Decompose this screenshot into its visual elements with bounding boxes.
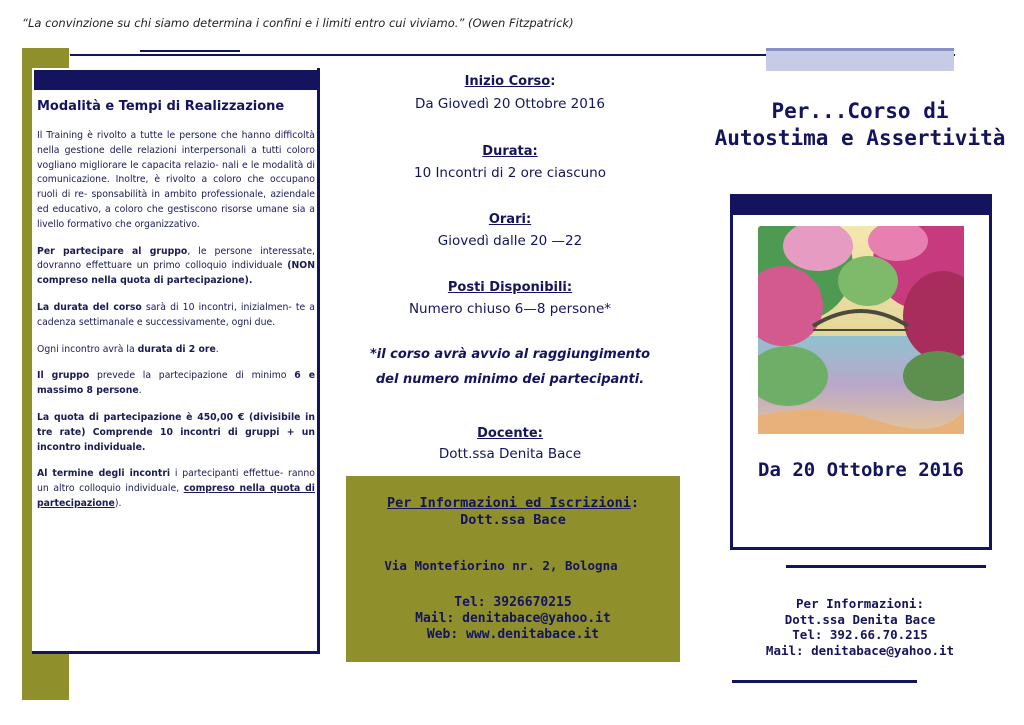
divider bbox=[786, 565, 986, 568]
divider bbox=[140, 50, 240, 52]
painting-image bbox=[758, 226, 964, 434]
course-title: Per...Corso di Autostima e Assertività bbox=[714, 99, 1006, 150]
orari-value: Giovedì dalle 20 —22 bbox=[437, 233, 583, 249]
docente-value: Dott.ssa Denita Bace bbox=[438, 446, 582, 462]
decorative-band bbox=[766, 48, 954, 71]
posti-label: Posti Disponibili: bbox=[447, 280, 573, 295]
divider bbox=[732, 680, 917, 683]
docente-label: Docente: bbox=[477, 426, 543, 441]
cover-panel-header bbox=[733, 197, 989, 215]
left-panel-header bbox=[34, 70, 320, 90]
start-date: Da 20 Ottobre 2016 bbox=[758, 459, 964, 481]
email: Mail: denitabace@yahoo.it bbox=[415, 611, 611, 626]
section-title: Modalità e Tempi di Realizzazione bbox=[37, 99, 285, 114]
paragraph: La quota di partecipazione è 450,00 € (divisibile in tre rate) Comprende 10 incontri di gruppi + un incontro individuale. bbox=[37, 411, 315, 453]
paragraph: La durata del corso sarà di 10 incontri, inizialmen- te a cadenza settimanale e successivamente, ogni due. bbox=[37, 301, 315, 328]
durata-value: 10 Incontri di 2 ore ciascuno bbox=[413, 165, 606, 181]
paragraph: Ogni incontro avrà la durata di 2 ore. bbox=[37, 343, 219, 355]
minimum-note: *il corso avrà avvio al raggiungimento del numero minimo dei partecipanti. bbox=[369, 347, 651, 387]
posti-value: Numero chiuso 6—8 persone* bbox=[408, 301, 612, 317]
paragraph: Il Training è rivolto a tutte le persone che hanno difficoltà nella gestione delle relazioni interpersonali a tutti coloro vogliano migliorare le capacita relazio- nali e le modalità di comunicazione. Inoltre, è rivolto a coloro che occupano ruoli di re- sponsabilità in ambito professionale, aziendale ed educativo, a coloro che gestiscono risorse umane sia a livello formativo che organizzativo. bbox=[37, 130, 315, 230]
durata-label: Durata: bbox=[482, 144, 538, 159]
paragraph: Per partecipare al gruppo, le persone interessate, dovranno effettuare un primo colloquio individuale (NON compreso nella quota di partecipazione). bbox=[37, 245, 315, 287]
orari-label: Orari: bbox=[488, 212, 532, 227]
inizio-value: Da Giovedì 20 Ottobre 2016 bbox=[414, 96, 606, 112]
info-box-title: Per Informazioni ed Iscrizioni: Dott.ssa Bace bbox=[387, 495, 639, 528]
paragraph: Il gruppo prevede la partecipazione di minimo 6 e massimo 8 persone. bbox=[37, 370, 315, 397]
inizio-label: Inizio Corso: bbox=[464, 74, 556, 89]
website: Web: www.denitabace.it bbox=[426, 627, 600, 642]
contact-block bbox=[346, 595, 680, 643]
contact-summary: Per Informazioni: Dott.ssa Denita Bace Tel: 392.66.70.215 Mail: denitabace@yahoo.it bbox=[765, 596, 955, 658]
paragraph: Al termine degli incontri i partecipanti effettue- ranno un altro colloquio individuale, compreso nella quota di partecipazione). bbox=[37, 468, 315, 509]
address: Via Montefiorino nr. 2, Bologna bbox=[384, 558, 618, 573]
header-quote: “La convinzione su chi siamo determina i confini e i limiti entro cui viviamo.” (Owen Fitzpatrick) bbox=[22, 16, 574, 30]
phone: Tel: 3926670215 bbox=[454, 595, 572, 610]
left-panel-body bbox=[37, 98, 315, 524]
